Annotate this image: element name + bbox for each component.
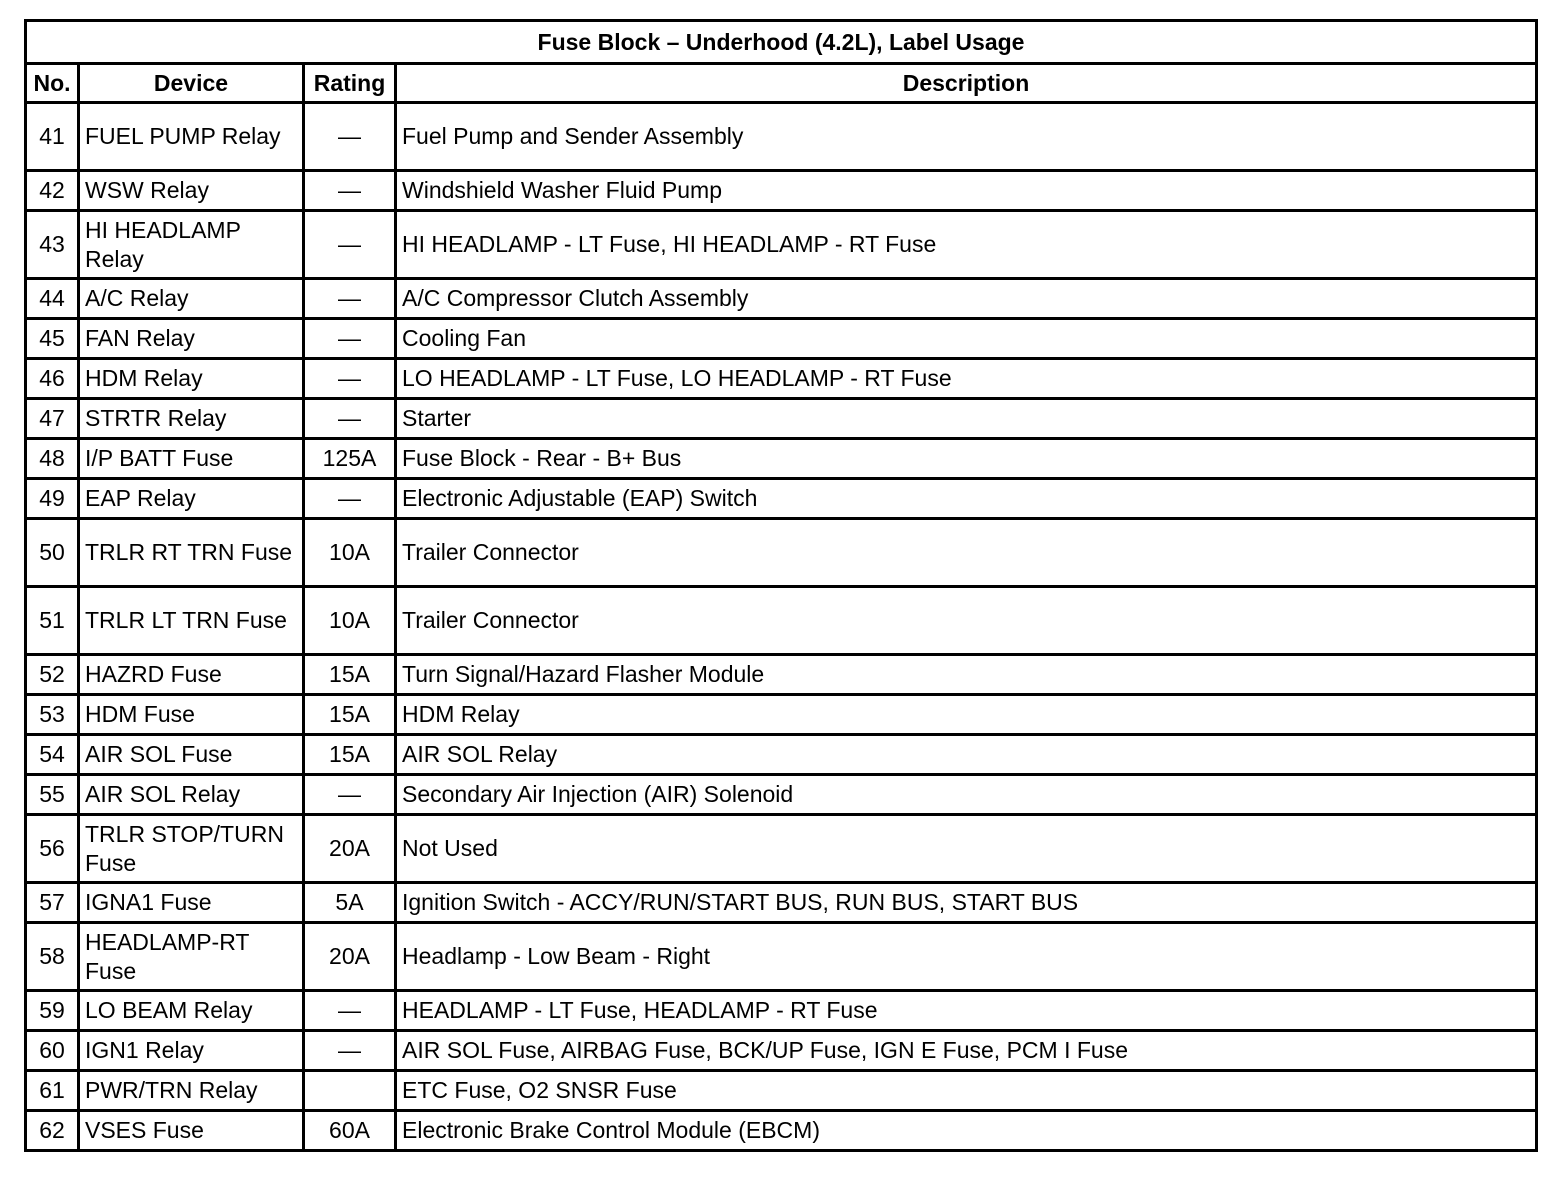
cell-no: 58 — [26, 923, 79, 991]
cell-description: Cooling Fan — [396, 319, 1537, 359]
cell-description: A/C Compressor Clutch Assembly — [396, 279, 1537, 319]
cell-no: 60 — [26, 1031, 79, 1071]
table-row — [26, 1111, 1537, 1151]
cell-description: LO HEADLAMP - LT Fuse, LO HEADLAMP - RT Fuse — [396, 359, 1537, 399]
cell-rating: — — [304, 279, 396, 319]
cell-no: 51 — [26, 587, 79, 655]
header-device: Device — [79, 64, 304, 103]
table-row — [26, 279, 1537, 319]
cell-no: 44 — [26, 279, 79, 319]
cell-rating: — — [304, 991, 396, 1031]
cell-no: 46 — [26, 359, 79, 399]
table-row — [26, 319, 1537, 359]
cell-device: IGN1 Relay — [79, 1031, 304, 1071]
cell-description: AIR SOL Relay — [396, 735, 1537, 775]
cell-no: 41 — [26, 103, 79, 171]
cell-rating: 125A — [304, 439, 396, 479]
cell-rating: 10A — [304, 519, 396, 587]
cell-description: Fuse Block - Rear - B+ Bus — [396, 439, 1537, 479]
cell-rating: — — [304, 479, 396, 519]
cell-no: 53 — [26, 695, 79, 735]
table-row — [26, 519, 1537, 587]
cell-no: 52 — [26, 655, 79, 695]
cell-rating: — — [304, 171, 396, 211]
cell-rating: 15A — [304, 655, 396, 695]
cell-device: HAZRD Fuse — [79, 655, 304, 695]
cell-description: Electronic Brake Control Module (EBCM) — [396, 1111, 1537, 1151]
table-row — [26, 399, 1537, 439]
cell-description: HEADLAMP - LT Fuse, HEADLAMP - RT Fuse — [396, 991, 1537, 1031]
table-row — [26, 923, 1537, 991]
cell-description: Ignition Switch - ACCY/RUN/START BUS, RUN BUS, START BUS — [396, 883, 1537, 923]
table-row — [26, 1031, 1537, 1071]
table-row — [26, 103, 1537, 171]
table-row — [26, 211, 1537, 279]
cell-description: ETC Fuse, O2 SNSR Fuse — [396, 1071, 1537, 1111]
cell-rating: 20A — [304, 923, 396, 991]
cell-device: AIR SOL Relay — [79, 775, 304, 815]
cell-description: Starter — [396, 399, 1537, 439]
title-row — [26, 21, 1537, 64]
cell-description: Trailer Connector — [396, 587, 1537, 655]
table-row — [26, 479, 1537, 519]
header-rating: Rating — [304, 64, 396, 103]
cell-description: Trailer Connector — [396, 519, 1537, 587]
cell-rating: — — [304, 1031, 396, 1071]
cell-device: FUEL PUMP Relay — [79, 103, 304, 171]
cell-description: Fuel Pump and Sender Assembly — [396, 103, 1537, 171]
header-row — [26, 64, 1537, 103]
cell-rating: 5A — [304, 883, 396, 923]
cell-rating: — — [304, 319, 396, 359]
cell-no: 55 — [26, 775, 79, 815]
cell-device: TRLR LT TRN Fuse — [79, 587, 304, 655]
cell-description: Turn Signal/Hazard Flasher Module — [396, 655, 1537, 695]
table-row — [26, 439, 1537, 479]
cell-rating: — — [304, 399, 396, 439]
cell-no: 49 — [26, 479, 79, 519]
cell-no: 57 — [26, 883, 79, 923]
header-no: No. — [26, 64, 79, 103]
fuse-block-table — [24, 19, 1538, 1152]
table-row — [26, 587, 1537, 655]
cell-no: 48 — [26, 439, 79, 479]
cell-rating — [304, 1071, 396, 1111]
table-row — [26, 359, 1537, 399]
cell-no: 62 — [26, 1111, 79, 1151]
cell-rating: 10A — [304, 587, 396, 655]
cell-description: Electronic Adjustable (EAP) Switch — [396, 479, 1537, 519]
cell-description: Headlamp - Low Beam - Right — [396, 923, 1537, 991]
cell-no: 43 — [26, 211, 79, 279]
cell-rating: 15A — [304, 695, 396, 735]
cell-description: HDM Relay — [396, 695, 1537, 735]
cell-device: HDM Fuse — [79, 695, 304, 735]
cell-device: I/P BATT Fuse — [79, 439, 304, 479]
cell-device: TRLR STOP/TURN Fuse — [79, 815, 304, 883]
table-row — [26, 775, 1537, 815]
table-row — [26, 1071, 1537, 1111]
cell-device: VSES Fuse — [79, 1111, 304, 1151]
table-row — [26, 991, 1537, 1031]
cell-rating: — — [304, 359, 396, 399]
table-row — [26, 883, 1537, 923]
cell-rating: — — [304, 775, 396, 815]
cell-device: IGNA1 Fuse — [79, 883, 304, 923]
table-row — [26, 735, 1537, 775]
cell-device: PWR/TRN Relay — [79, 1071, 304, 1111]
cell-device: WSW Relay — [79, 171, 304, 211]
table-row — [26, 171, 1537, 211]
cell-description: HI HEADLAMP - LT Fuse, HI HEADLAMP - RT Fuse — [396, 211, 1537, 279]
header-description: Description — [396, 64, 1537, 103]
cell-description: Secondary Air Injection (AIR) Solenoid — [396, 775, 1537, 815]
cell-no: 61 — [26, 1071, 79, 1111]
cell-device: A/C Relay — [79, 279, 304, 319]
table-row — [26, 655, 1537, 695]
table-row — [26, 695, 1537, 735]
cell-no: 45 — [26, 319, 79, 359]
cell-rating: — — [304, 103, 396, 171]
cell-device: HDM Relay — [79, 359, 304, 399]
cell-description: AIR SOL Fuse, AIRBAG Fuse, BCK/UP Fuse, IGN E Fuse, PCM I Fuse — [396, 1031, 1537, 1071]
cell-description: Not Used — [396, 815, 1537, 883]
cell-no: 54 — [26, 735, 79, 775]
cell-no: 56 — [26, 815, 79, 883]
cell-no: 59 — [26, 991, 79, 1031]
cell-no: 42 — [26, 171, 79, 211]
cell-device: EAP Relay — [79, 479, 304, 519]
cell-no: 47 — [26, 399, 79, 439]
cell-rating: 15A — [304, 735, 396, 775]
table-title: Fuse Block – Underhood (4.2L), Label Usage — [26, 21, 1537, 64]
cell-device: FAN Relay — [79, 319, 304, 359]
cell-rating: 60A — [304, 1111, 396, 1151]
cell-description: Windshield Washer Fluid Pump — [396, 171, 1537, 211]
cell-device: AIR SOL Fuse — [79, 735, 304, 775]
cell-device: TRLR RT TRN Fuse — [79, 519, 304, 587]
cell-rating: — — [304, 211, 396, 279]
cell-device: HEADLAMP-RT Fuse — [79, 923, 304, 991]
cell-device: LO BEAM Relay — [79, 991, 304, 1031]
cell-rating: 20A — [304, 815, 396, 883]
cell-no: 50 — [26, 519, 79, 587]
table-row — [26, 815, 1537, 883]
cell-device: HI HEADLAMP Relay — [79, 211, 304, 279]
cell-device: STRTR Relay — [79, 399, 304, 439]
